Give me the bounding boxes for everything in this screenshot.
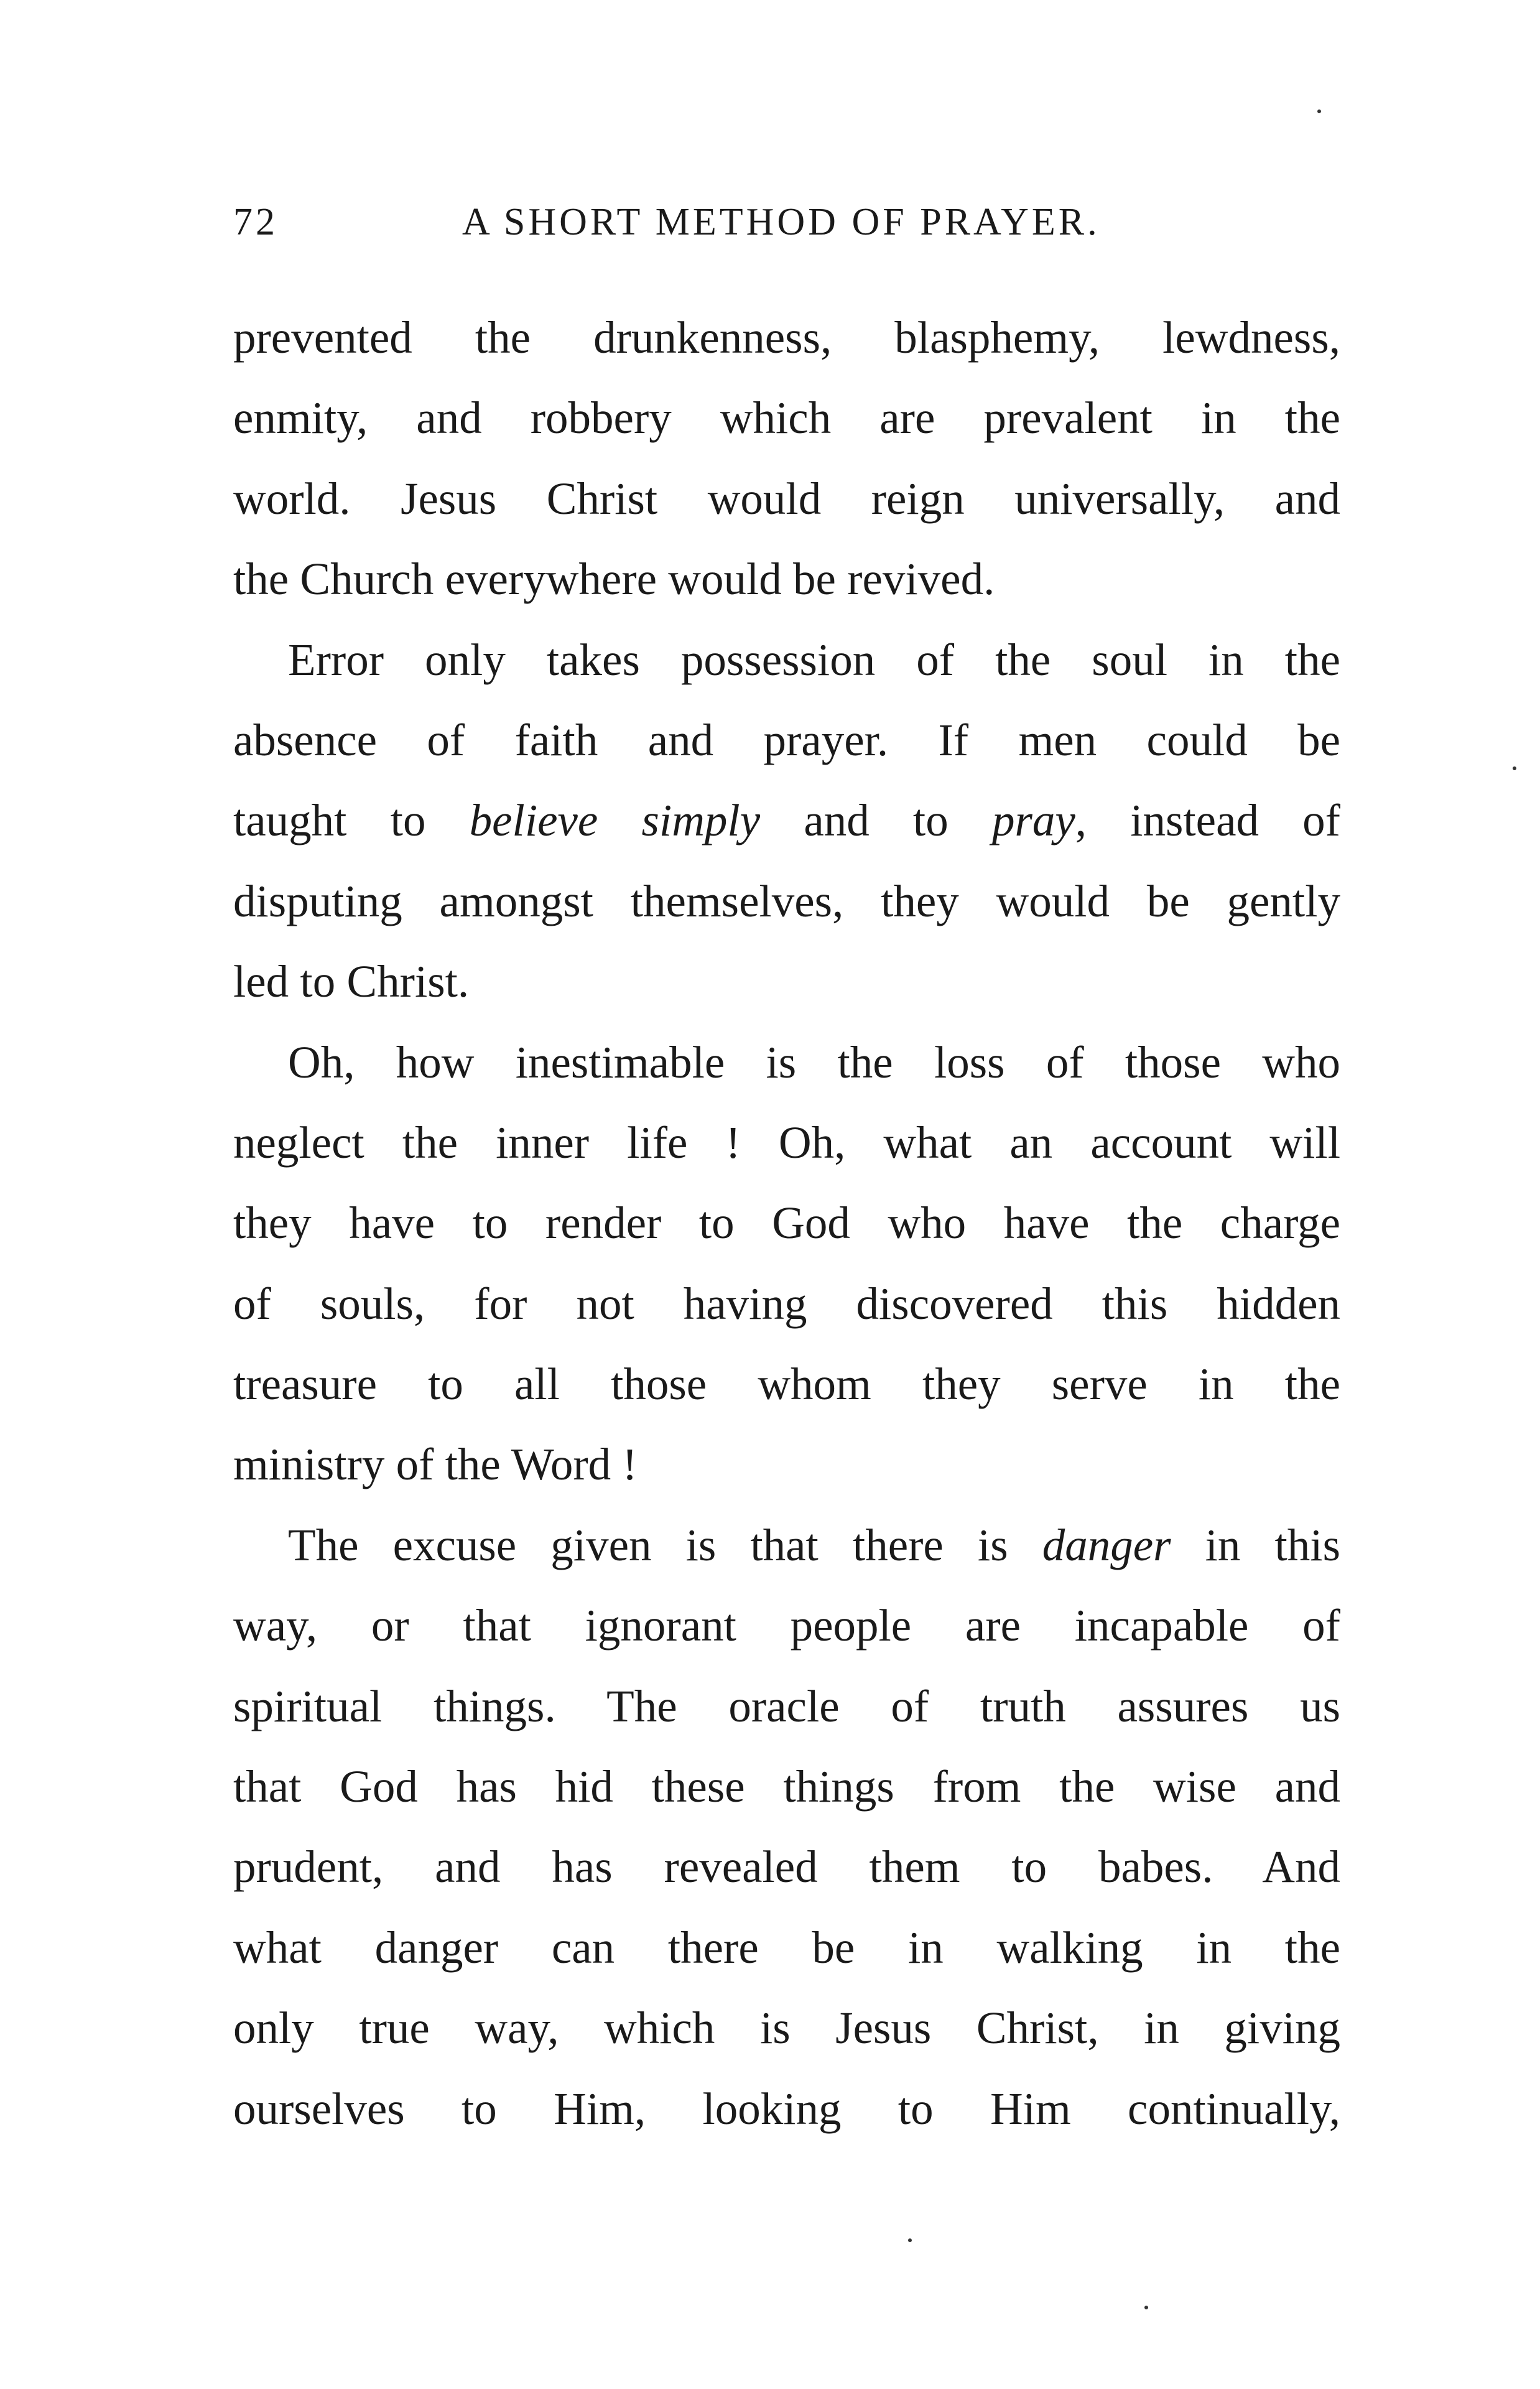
paper-speck bbox=[1317, 109, 1321, 113]
page-number: 72 bbox=[233, 201, 278, 243]
text-line: prudent, and has revealed them to babes. And bbox=[233, 1842, 1340, 1893]
text-line: world. Jesus Christ would reign universally, and bbox=[233, 473, 1340, 524]
text-line: absence of faith and prayer. If men could be bbox=[233, 714, 1340, 765]
paper-speck bbox=[1144, 2306, 1148, 2309]
text-line: disputing amongst themselves, they would be gently bbox=[233, 875, 1340, 926]
text-line: only true way, which is Jesus Christ, in giving bbox=[233, 2003, 1340, 2054]
text-line: of souls, for not having discovered this hidden bbox=[233, 1278, 1340, 1329]
text-line: the Church everywhere would be revived. bbox=[233, 554, 995, 605]
body-text bbox=[233, 297, 1340, 2149]
text-line: treasure to all those whom they serve in the bbox=[233, 1359, 1340, 1410]
paragraph-1 bbox=[233, 297, 1340, 620]
text-line: that God has hid these things from the wise and bbox=[233, 1761, 1340, 1812]
italic-emphasis: believe simply bbox=[469, 795, 761, 846]
paragraph-4 bbox=[233, 1505, 1340, 2149]
italic-emphasis: danger bbox=[1042, 1519, 1171, 1570]
text-line: spiritual things. The oracle of truth assures us bbox=[233, 1680, 1340, 1731]
text-line: The excuse given is that there is danger in this bbox=[288, 1519, 1340, 1570]
text-line: ourselves to Him, looking to Him continually, bbox=[233, 2083, 1340, 2134]
paper-speck bbox=[1513, 766, 1516, 770]
text-line: what danger can there be in walking in the bbox=[233, 1922, 1340, 1973]
text-line: taught to believe simply and to pray, instead of bbox=[233, 795, 1340, 846]
running-head bbox=[233, 200, 1340, 250]
paragraph-2 bbox=[233, 620, 1340, 1022]
paper-speck bbox=[908, 2238, 912, 2242]
text-line: enmity, and robbery which are prevalent in the bbox=[233, 393, 1340, 444]
text-line: led to Christ. bbox=[233, 956, 470, 1007]
text-line: prevented the drunkenness, blasphemy, lewdness, bbox=[233, 312, 1340, 363]
running-title: A SHORT METHOD OF PRAYER. bbox=[462, 201, 1100, 243]
text-line: neglect the inner life ! Oh, what an account will bbox=[233, 1117, 1340, 1168]
text-line: way, or that ignorant people are incapable of bbox=[233, 1600, 1340, 1651]
text-line: ministry of the Word ! bbox=[233, 1439, 638, 1490]
text-line: Oh, how inestimable is the loss of those who bbox=[288, 1036, 1340, 1087]
text-line: they have to render to God who have the charge bbox=[233, 1198, 1340, 1249]
text-line: Error only takes possession of the soul in the bbox=[288, 634, 1340, 685]
italic-emphasis: pray bbox=[991, 795, 1075, 846]
paragraph-3 bbox=[233, 1022, 1340, 1505]
